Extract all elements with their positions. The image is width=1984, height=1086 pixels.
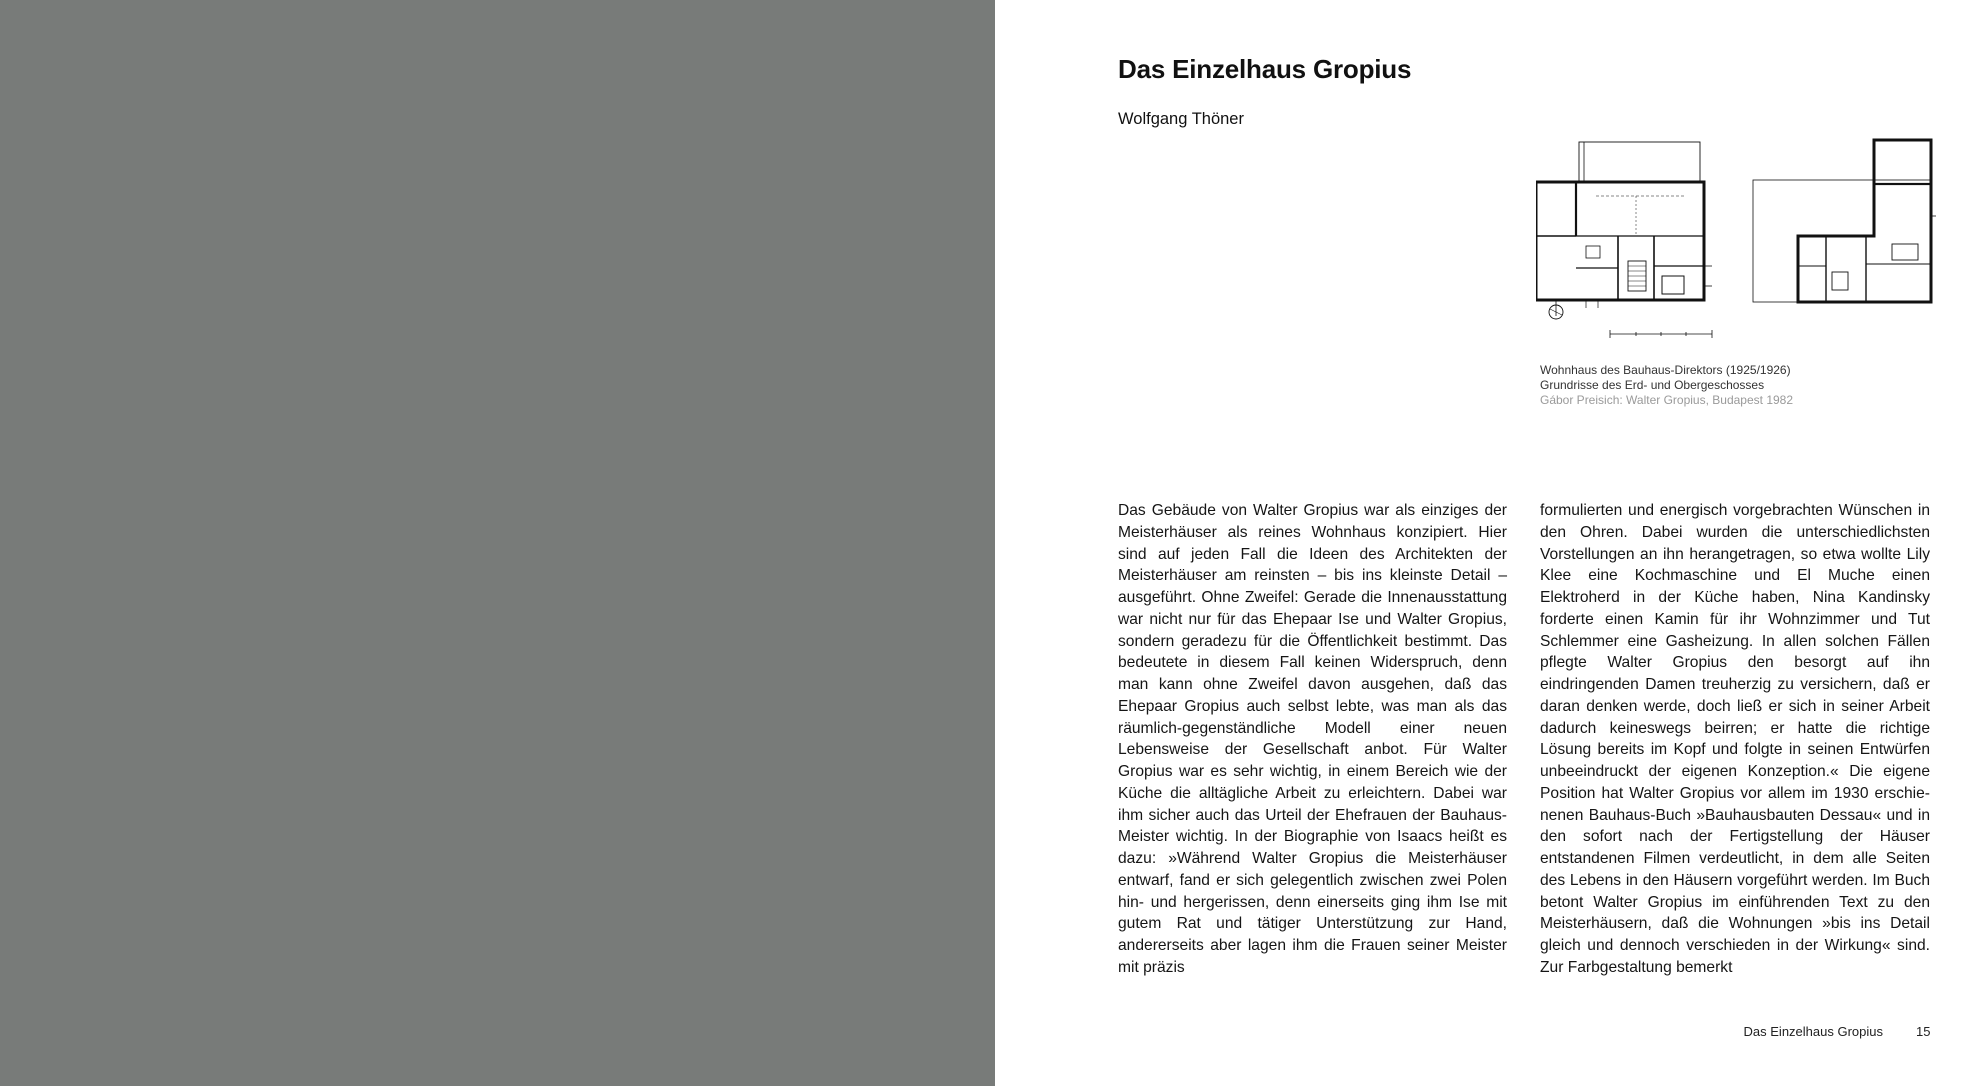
figure-caption [1540,363,1900,408]
upper-floor-plan [1753,140,1936,302]
running-footer-title: Das Einzelhaus Gropius [1743,1024,1883,1039]
page-number: 15 [1916,1024,1931,1039]
body-text-column-right: formulierten und energisch vorgebrachten Wünschen in den Ohren. Dabei wurden die unterschiedlichsten Vorstellungen an ihn herangetragen, so etwa wollte Lily Klee eine Kochmaschine und El Muche einen Elektroherd in der Küche haben, Nina Kandinsky forderte einen Kamin für ihr Wohnzimmer und Tut Schlemmer eine Gasheizung. In allen solchen Fällen pflegte Walter Gropius den besorgt auf ihn eindringenden Damen treuherzig zu versichern, daß er daran denken werde, doch ließ er sich in seiner Arbeit dadurch keineswegs beirren; er hatte die richtige Lösung bereits im Kopf und folgte in seinen Entwürfen unbeeindruckt der eigenen Konzeption.« Die eigene Position hat Walter Gropius vor allem im 1930 erschienenen Bauhaus-Buch »Bauhausbauten Dessau« und in den sofort nach der Fertigstellung der Häuser entstandenen Filmen verdeutlicht, in dem alle Seiten des Lebens in den Häusern vorgeführt werden. Im Buch betont Walter Gropius im einführenden Text zu den Meisterhäusern, daß die Wohnungen »bis ins Detail gleich und dennoch verschieden in der Wirkung« sind. Zur Farbgestaltung bemerkt [1540,502,1930,976]
scale-bar [1610,330,1712,338]
body-text-column-left: Das Gebäude von Walter Gropius war als einziges der Meisterhäuser als reines Wohnhaus konzipiert. Hier sind auf jeden Fall die Ideen des Architekten der Meisterhäuser am reinsten – bis ins kleinste Detail – ausgeführt. Ohne Zweifel: Gerade die Innenausstattung war nicht nur für das Ehepaar Ise und Walter Gropius, sondern geradezu für die Öffentlichkeit bestimmt. Das bedeutete in diesem Fall keinen Widerspruch, denn man kann ohne Zweifel davon ausgehen, daß das Ehepaar Gropius auch selbst lebte, was man als das räumlich-gegenständliche Modell einer neuen Lebensweise der Gesellschaft anbot. Für Walter Gropius war es sehr wichtig, in einem Bereich wie der Küche die alltägliche Arbeit zu erleichtern. Dabei war ihm sicher auch das Urteil der Ehefrauen der Bauhaus-Meister wichtig. In der Biographie von Isaacs heißt es dazu: »Während Walter Gropius die Meisterhäuser entwarf, fand er sich gelegentlich zwischen zwei Polen hin- und hergerissen, denn einerseits ging ihm Ise mit gutem Rat und tätiger Unterstützung zur Hand, andererseits aber lagen ihm die Frauen seiner Meister mit präzis [1118,502,1507,976]
caption-credit: Gábor Preisich: Walter Gropius, Budapest 1982 [1540,393,1794,407]
page-title: Das Einzelhaus Gropius [1118,54,1412,84]
floor-plan-drawings [1536,136,1936,340]
caption-line-title: Wohnhaus des Bauhaus-Direktors (1925/1926) [1540,363,1791,377]
ground-floor-plan [1536,142,1712,319]
caption-line-description: Grundrisse des Erd- und Obergeschosses [1540,378,1765,392]
author-name: Wolfgang Thöner [1118,110,1244,128]
